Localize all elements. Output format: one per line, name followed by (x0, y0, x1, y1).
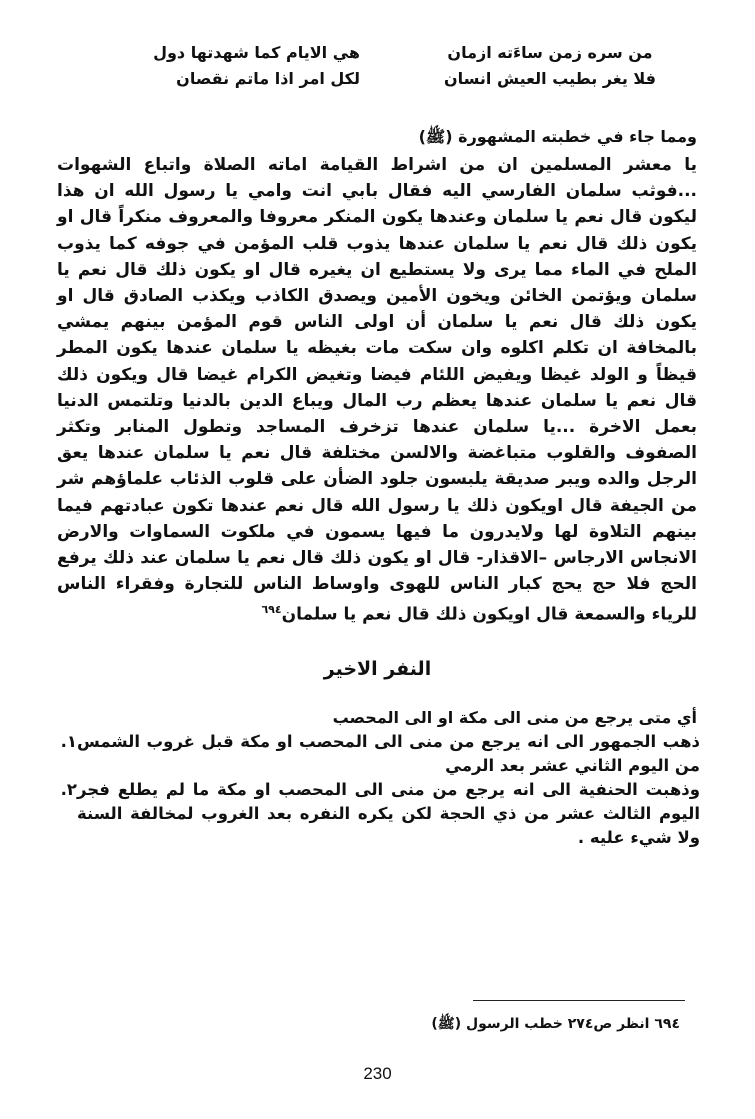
poem (60, 40, 700, 92)
intro-line: ومما جاء في خطبته المشهورة (ﷺ) (418, 127, 697, 146)
list-text: وذهبت الحنفية الى انه يرجع من منى الى المحصب او مكة ما لم يطلع فجر اليوم الثالث عشر من ذي الحجة لكن يكره النفره بعد الغروب لمخالفة السنة ولا شيء عليه . (77, 780, 700, 847)
poem-hemistich: فلا يغر بطيب العيش انسان (443, 69, 657, 88)
list-item (45, 778, 700, 850)
numbered-list (45, 730, 700, 850)
list-text: ذهب الجمهور الى انه يرجع من منى الى المحصب او مكة قبل غروب الشمس من اليوم الثاني عشر بعد الرمي (77, 732, 700, 775)
poem-hemistich: لكل امر اذا ماتم نقصان (176, 69, 360, 88)
hadith-paragraph (57, 152, 697, 628)
poem-line-1 (60, 40, 700, 66)
list-number: ١. (60, 732, 77, 751)
footnote: ٦٩٤ انظر ص٢٧٤ خطب الرسول (ﷺ) (431, 1016, 680, 1032)
poem-hemistich: من سره زمن ساءَته ازمان (447, 43, 653, 62)
poem-line-2 (60, 66, 700, 92)
page-number: 230 (363, 1064, 392, 1083)
section-heading: النفر الاخير (323, 658, 432, 680)
footnote-divider (473, 1000, 685, 1001)
list-number: ٢. (60, 780, 77, 799)
poem-hemistich: هي الايام كما شهدتها دول (153, 43, 360, 62)
footnote-ref: ٦٩٤ (261, 603, 282, 617)
list-item (45, 730, 700, 778)
paragraph-text: يا معشر المسلمين ان من اشراط القيامة اماته الصلاة واتباع الشهوات ...فوثب سلمان الفارسي اليه فقال بابي انت وامي يا رسول الله ان هذا ليكون قال نعم يا سلمان وعندها يكون المنكر معروفا والمعروف منكراً قال او يكون ذلك قال نعم يا سلمان عندها يذوب قلب المؤمن في جوفه كما يذوب الملح في الماء مما يرى ولا يستطيع ان يغيره قال او يكون ذلك قال نعم يا سلمان ويؤتمن الخائن ويخون الأمين ويصدق الكاذب ويكذب الصادق قال او يكون ذلك قال نعم يا سلمان أن اولى الناس قوم المؤمن بينهم يمشي بالمخافة ان تكلم اكلوه وان سكت مات بغيظه يا سلمان عندها يكون المطر قيظاً و الولد غيظا ويفيض اللئام فيضا وتغيض الكرام غيضا قال ويكون ذلك قال نعم يا سلمان عندها يعظم رب المال ويباع الدين بالدنيا وتلتمس الدنيا بعمل الاخرة ...يا سلمان عندها تزخرف المساجد وتطول المنابر وتكثر الصفوف والقلوب متباغضة والالسن مختلفة قال نعم يا سلمان عندها يعق الرجل والده ويبر صديقة يلبسون جلود الضأن على قلوب الذئاب علماؤهم شر من الجيفة قال اويكون ذلك يا رسول الله قال نعم عندها تكون عبادتهم فيما بينهم التلاوة لها ولايدرون ما فيها يسمون في ملكوت السماوات والارض الانجاس الارجاس –الاقذار- قال او يكون ذلك قال نعم يا سلمان عند ذلك يرفع الحج فلا حج يحج كبار الناس للهوى واوساط الناس للتجارة وفقراء الناس للرياء والسمعة قال اويكون ذلك قال نعم يا سلمان (57, 155, 697, 626)
question-line: أي متى يرجع من منى الى مكة او الى المحصب (332, 708, 697, 727)
